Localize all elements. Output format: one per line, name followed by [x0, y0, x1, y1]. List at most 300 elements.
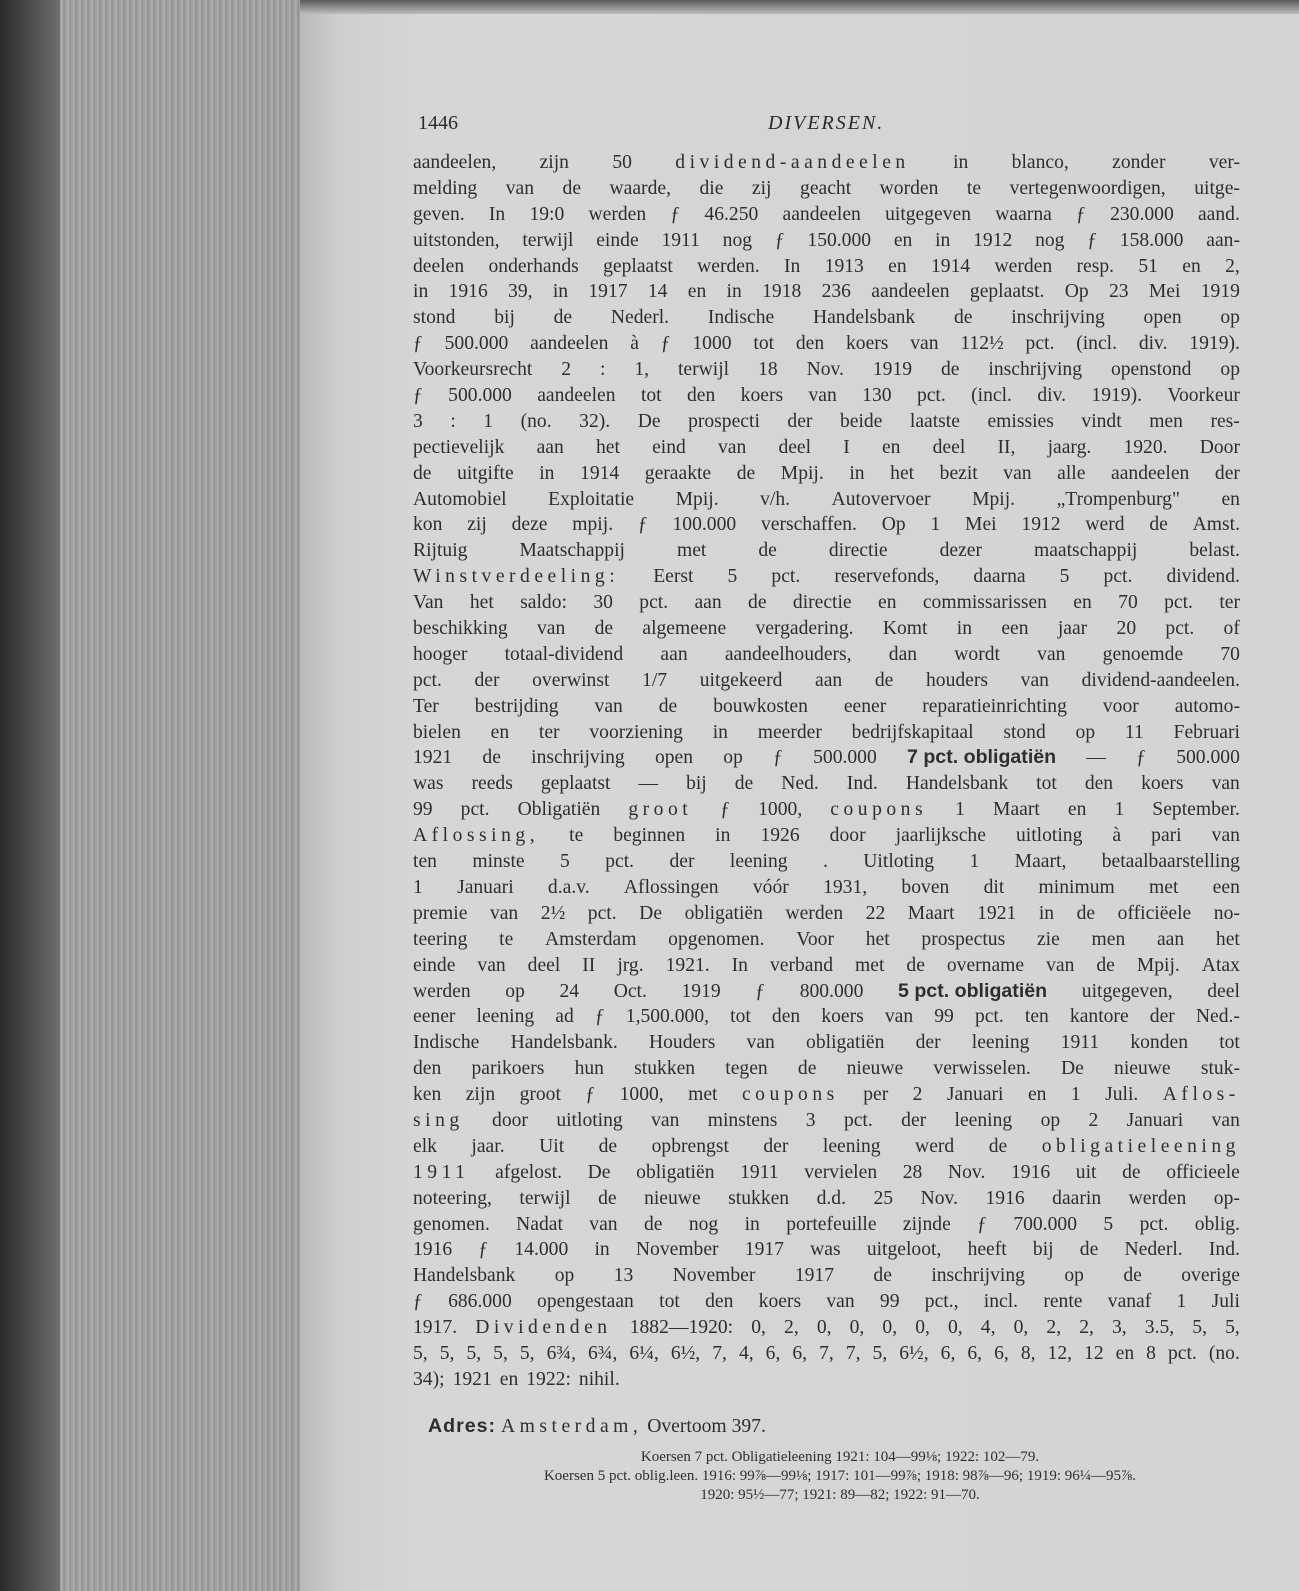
word: 1916 — [985, 1187, 1025, 1209]
page-header — [418, 112, 1258, 142]
word: pct. — [460, 799, 490, 821]
word: 50 — [612, 152, 632, 173]
word: van — [1003, 462, 1032, 484]
word: heeft — [967, 1239, 1007, 1261]
word: der — [1149, 1006, 1175, 1028]
word: De — [639, 902, 663, 924]
word: der — [763, 1135, 789, 1157]
word: men — [1091, 928, 1126, 950]
word: wordt — [954, 643, 1000, 665]
word: Maatschappij — [519, 540, 625, 562]
word: pct. — [587, 902, 617, 924]
word: de — [734, 773, 754, 795]
word: 2 — [561, 359, 572, 381]
word: 5, — [519, 1342, 535, 1364]
word: te — [569, 825, 584, 847]
word: ƒ — [478, 1239, 489, 1261]
word: genoemde — [1102, 643, 1184, 665]
word: ƒ — [755, 980, 766, 1002]
word: die — [699, 177, 724, 199]
text-line — [413, 383, 1240, 409]
word: aandeelen — [782, 203, 861, 225]
word: dan — [888, 643, 918, 665]
word: Aflossingen — [623, 876, 719, 898]
word: vanaf — [1107, 1291, 1152, 1313]
word: de — [1122, 1161, 1141, 1183]
text-line — [413, 1315, 1240, 1341]
word: op — [505, 980, 525, 1002]
word: 6, — [967, 1342, 983, 1364]
word: terwijl — [519, 1187, 571, 1209]
word: Mei — [1148, 281, 1181, 303]
spaced-term: Dividenden — [475, 1317, 612, 1339]
text-line — [413, 564, 1240, 590]
address-label: Adres: — [428, 1415, 497, 1437]
word: werden — [994, 255, 1053, 277]
word: aandeelhouders, — [724, 643, 852, 665]
word: werd — [915, 1135, 955, 1157]
word: 5, — [1225, 1317, 1240, 1339]
word: genomen. — [413, 1213, 490, 1235]
word: aan — [660, 643, 688, 665]
word: uitstonden, — [413, 229, 500, 251]
word: 230.000 — [1110, 203, 1174, 225]
word: 2, — [1079, 1317, 1094, 1339]
word: bedrijfskapitaal — [851, 721, 974, 743]
word: de — [553, 307, 573, 329]
word: Ned. — [781, 773, 819, 795]
text-line — [413, 720, 1240, 746]
word: 99 — [879, 1291, 900, 1313]
word: 1882—1920: — [629, 1317, 734, 1339]
word: 1 — [930, 514, 941, 536]
word: en — [1221, 488, 1240, 510]
spaced-term: groot — [628, 799, 693, 821]
word: 70 — [1118, 592, 1138, 614]
word: deel — [932, 436, 966, 458]
word: pct. — [916, 385, 946, 407]
word: parikoers — [471, 1058, 545, 1080]
word: 5 — [1059, 566, 1070, 588]
bold-term: 5 pct. obligatiën — [898, 979, 1048, 1002]
spaced-term: Aflos- — [1162, 1084, 1240, 1106]
word: 158.000 — [1119, 229, 1184, 251]
running-title: DIVERSEN. — [768, 112, 885, 134]
text-line — [413, 979, 1240, 1005]
word: 14 — [647, 281, 668, 303]
word: het — [1215, 928, 1240, 950]
word: II, — [997, 436, 1016, 458]
word: beginnen — [613, 825, 686, 847]
word: voorziening — [589, 721, 683, 743]
word: stond — [413, 307, 456, 329]
word: 5, — [493, 1342, 508, 1364]
word: 1918 — [762, 281, 802, 303]
word: à — [1112, 825, 1122, 847]
text-line — [413, 1263, 1240, 1289]
word: pct. — [1167, 1342, 1197, 1364]
price-note-line: 1920: 95½—77; 1921: 89—82; 1922: 91—70. — [700, 1487, 980, 1503]
word: 1000, — [758, 799, 803, 821]
word: 1912 — [1021, 514, 1061, 536]
spaced-term: coupons — [830, 799, 928, 821]
word: van — [1046, 954, 1075, 976]
word: pct., — [924, 1291, 959, 1313]
word: pectievelijk — [413, 436, 505, 458]
word: 1914 — [580, 462, 620, 484]
word: 500.000 — [813, 747, 877, 769]
word: pct. — [1103, 566, 1133, 588]
word: en — [888, 255, 907, 277]
word: tot — [730, 1006, 751, 1028]
word: 500.000 — [444, 333, 509, 355]
word: in — [712, 721, 728, 743]
word: 4, — [738, 1342, 754, 1364]
word: Indische — [707, 307, 775, 329]
word: 800.000 — [799, 980, 864, 1002]
word: aandeelen — [871, 281, 950, 303]
spaced-term: Aflossing, — [413, 825, 540, 847]
word: einde — [596, 229, 639, 251]
word: 100.000 — [672, 514, 737, 536]
word: ter — [1219, 592, 1240, 614]
word: uitgekeerd — [699, 669, 783, 691]
word: emissies — [987, 410, 1054, 432]
word: met — [676, 540, 707, 562]
text-line — [413, 279, 1240, 305]
price-notes — [430, 1448, 1250, 1505]
word: de — [413, 462, 432, 484]
word: 14.000 — [514, 1239, 569, 1261]
word: ten — [413, 851, 437, 873]
word: in — [849, 462, 865, 484]
word: Ned.- — [1195, 1006, 1240, 1028]
word: einde — [413, 954, 456, 976]
word: nog — [1035, 229, 1065, 251]
word: deze — [511, 514, 548, 536]
text-line — [413, 202, 1240, 228]
word: 46.250 — [704, 203, 759, 225]
word: Maart — [993, 799, 1040, 821]
word: zie — [1036, 928, 1060, 950]
text-line — [413, 1289, 1240, 1315]
word: 5, — [1192, 1317, 1207, 1339]
word: 1000, — [619, 1084, 664, 1106]
word: Januari — [1126, 1109, 1184, 1131]
word: jaar — [1057, 618, 1088, 640]
word: boven — [901, 876, 950, 898]
word: der — [474, 669, 500, 691]
word: de — [482, 747, 501, 769]
spaced-term: Winstverdeeling: — [413, 566, 620, 588]
word: de — [562, 177, 582, 199]
word: tot — [640, 385, 662, 407]
word: 3 — [413, 410, 423, 432]
word: of — [1223, 618, 1240, 640]
text-line — [413, 694, 1240, 720]
word: daarna — [973, 566, 1026, 588]
word: ken — [413, 1084, 442, 1106]
word: geraakte — [644, 462, 712, 484]
word: overige — [1181, 1265, 1240, 1287]
text-line — [413, 1212, 1240, 1238]
word: Eerst — [653, 566, 694, 588]
word: resp. — [1076, 255, 1115, 277]
word: jaarlijksche — [895, 825, 986, 847]
word: ƒ — [720, 799, 731, 821]
word: deel — [1207, 980, 1240, 1002]
word: de — [940, 359, 960, 381]
word: inschrijving — [931, 1265, 1025, 1287]
word: 1926 — [760, 825, 800, 847]
word: 19:0 — [529, 203, 565, 225]
word: met — [688, 1084, 718, 1106]
word: op- — [1213, 1187, 1240, 1209]
word: Voorkeur — [1167, 385, 1240, 407]
word: deel — [527, 954, 561, 976]
word: aan — [815, 669, 843, 691]
word: 28 — [902, 1161, 923, 1183]
word: verwisselen. — [933, 1058, 1031, 1080]
word: dit — [983, 876, 1005, 898]
word: 22 — [865, 902, 886, 924]
word: 1917 — [794, 1265, 834, 1287]
word: ter — [538, 721, 560, 743]
word: Handelsbank. — [510, 1032, 618, 1054]
word: Mpij. — [1136, 954, 1180, 976]
text-line — [413, 228, 1240, 254]
word: dividend. — [1166, 566, 1240, 588]
word: Januari — [946, 1084, 1004, 1106]
word: groot — [519, 1084, 561, 1106]
word: 7, — [712, 1342, 727, 1364]
word: de — [658, 695, 678, 717]
text-line — [413, 823, 1240, 849]
word: prospecti — [688, 410, 760, 432]
word: Mpij. — [675, 488, 719, 510]
word: 6½, — [899, 1342, 929, 1364]
word: ƒ — [585, 1084, 596, 1106]
word: 1 — [969, 851, 980, 873]
word: den — [413, 1058, 442, 1080]
word: 1 — [955, 799, 965, 821]
word: de — [1123, 1265, 1142, 1287]
word: aandeelen — [530, 333, 609, 355]
word: verband — [769, 954, 834, 976]
word: 5 — [1103, 1213, 1114, 1235]
word: (no. — [1208, 1342, 1240, 1364]
word: rente — [1043, 1291, 1083, 1313]
word: in — [552, 281, 569, 303]
word: Mei — [965, 514, 997, 536]
word: in — [413, 281, 429, 303]
text-line — [413, 1082, 1240, 1108]
word: uitgegeven, — [1081, 980, 1173, 1002]
word: obligatiën — [684, 902, 763, 924]
bold-term: 7 pct. obligatiën — [907, 746, 1057, 769]
word: tot — [659, 1291, 680, 1313]
word: en — [1027, 1084, 1047, 1106]
word: tot — [1219, 1032, 1240, 1054]
word: 0, — [915, 1317, 930, 1339]
price-note-line: Koersen 5 pct. oblig.leen. 1916: 99⅞—99⅛; 1917: 101—99⅞; 1918: 98⅞—96; 1919: 96¼—95⅞. — [543, 1468, 1137, 1484]
word: Mpij. — [972, 488, 1016, 510]
word: 2, — [1046, 1317, 1062, 1339]
word: van — [1211, 773, 1240, 795]
word: 1 — [483, 410, 494, 432]
word: van — [477, 954, 506, 976]
spaced-term: sing — [413, 1109, 464, 1131]
word: nog — [722, 229, 753, 251]
word: 7, — [845, 1342, 861, 1364]
word: ƒ — [670, 203, 681, 225]
word: en — [499, 1368, 519, 1390]
word: aan- — [1206, 229, 1240, 251]
text-line — [413, 1004, 1240, 1030]
text-line — [413, 797, 1240, 823]
word: Nov. — [947, 1161, 986, 1183]
word: 112½ — [960, 333, 1004, 355]
word: 99 — [934, 1006, 954, 1028]
word: overwinst — [532, 669, 610, 691]
word: de — [874, 669, 894, 691]
word: reservefonds, — [834, 566, 940, 588]
text-line — [413, 1341, 1240, 1367]
word: 23 — [1108, 281, 1129, 303]
word: 1000 — [692, 333, 732, 355]
text-line — [413, 461, 1240, 487]
word: nieuwe — [846, 1058, 904, 1080]
word: waarna — [995, 203, 1052, 225]
spaced-term: obligatieleening — [1041, 1135, 1240, 1157]
text-line — [413, 590, 1240, 616]
word: div. — [1138, 333, 1168, 355]
word: 1 — [1176, 1291, 1187, 1313]
word: konden — [1130, 1032, 1188, 1054]
word: 1/7 — [642, 669, 668, 691]
word: met — [1149, 876, 1179, 898]
word: deel — [778, 436, 812, 458]
text-line — [413, 538, 1240, 564]
word: vóór — [752, 876, 789, 898]
word: de — [748, 592, 767, 614]
word: pct. — [843, 1109, 873, 1131]
word: mpij. — [572, 514, 614, 536]
word: pct. — [413, 669, 442, 691]
word: 34); — [413, 1368, 445, 1390]
word: Mpij. — [780, 462, 824, 484]
word: (no. — [520, 410, 552, 432]
word: 5 — [727, 566, 738, 588]
word: algemeene — [642, 618, 727, 640]
price-note-line: Koersen 7 pct. Obligatieleening 1921: 104—99⅛; 1922: 102—79. — [640, 1449, 1040, 1465]
word: blanco, — [1011, 152, 1069, 173]
page-top-shadow — [300, 0, 1299, 14]
word: 30 — [593, 592, 613, 614]
spaced-term: coupons — [741, 1084, 839, 1106]
word: jrg. — [617, 954, 644, 976]
word: 70 — [1220, 643, 1240, 665]
word: daarin — [1052, 1187, 1102, 1209]
text-line — [413, 668, 1240, 694]
word: pct. — [771, 566, 801, 588]
word: 500.000 — [1176, 747, 1240, 769]
word: van — [1020, 669, 1049, 691]
word: stuk- — [1200, 1058, 1240, 1080]
text-line — [413, 176, 1240, 202]
word: eind — [652, 436, 686, 458]
word: hooger — [413, 643, 468, 665]
word: 6¾, — [588, 1342, 618, 1364]
word: en — [1067, 799, 1087, 821]
word: uitgifte — [457, 462, 514, 484]
word: obligatiën — [636, 1161, 715, 1183]
word: leening — [729, 851, 788, 873]
word: stond — [1003, 721, 1046, 743]
word: 1 — [413, 876, 423, 898]
word: leening — [822, 1135, 881, 1157]
word: 700.000 — [1013, 1213, 1078, 1235]
spaced-term: dividend-aandeelen — [675, 152, 910, 173]
word: ƒ — [413, 333, 423, 355]
word: den — [687, 385, 716, 407]
word: tot — [753, 333, 775, 355]
word: reeds — [471, 773, 513, 795]
word: der — [915, 1032, 941, 1054]
word: v/h. — [760, 488, 791, 510]
word: nieuwe — [644, 1187, 701, 1209]
word: September. — [1152, 799, 1240, 821]
word: op — [1040, 1109, 1061, 1131]
word: 5, — [466, 1342, 482, 1364]
word: 3, — [1111, 1317, 1127, 1339]
word: en — [1073, 592, 1092, 614]
word: 2½ — [540, 902, 566, 924]
word: in — [594, 1239, 610, 1261]
word: 130 — [862, 385, 892, 407]
word: I — [843, 436, 850, 458]
word: zijn — [465, 1084, 496, 1106]
word: saldo: — [520, 592, 567, 614]
address-city: Amsterdam, — [500, 1416, 643, 1437]
word: van — [717, 436, 747, 458]
text-line — [413, 305, 1240, 331]
word: 6¼, — [629, 1342, 659, 1364]
word: dividend-aandeelen. — [1081, 669, 1240, 691]
text-line — [413, 1367, 1240, 1393]
word: deelen — [413, 255, 465, 277]
word: was — [413, 773, 444, 795]
word: pct. — [1025, 333, 1055, 355]
word: de — [988, 1135, 1008, 1157]
body-text — [413, 150, 1240, 1393]
word: aandeelen — [537, 385, 616, 407]
word: Juli. — [1105, 1084, 1139, 1106]
word: 11 — [1124, 721, 1144, 743]
word: zij — [751, 177, 772, 199]
text-line — [413, 1237, 1240, 1263]
word: koers — [758, 1291, 802, 1313]
word: open — [1143, 307, 1182, 329]
word: minste — [472, 851, 525, 873]
word: geplaatst — [603, 255, 673, 277]
word: afgelost. — [495, 1161, 563, 1183]
word: 1917. — [413, 1317, 458, 1339]
word: 1911 — [661, 229, 700, 251]
word: bestrijding — [474, 695, 559, 717]
word: open — [654, 747, 694, 769]
word: reparatieinrichting — [922, 695, 1067, 717]
